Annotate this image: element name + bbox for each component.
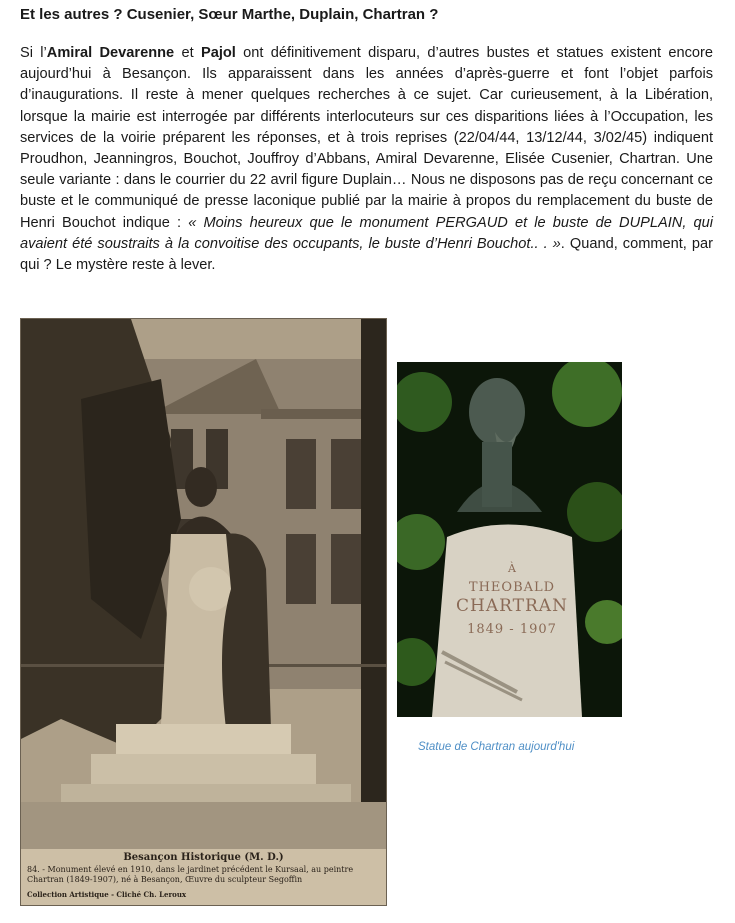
postcard-caption-band — [21, 849, 386, 905]
body-paragraph — [20, 43, 713, 276]
para-text-1: Si l’ — [20, 45, 47, 61]
postcard-collection: Collection Artistique - Cliché Ch. Leroux — [27, 890, 187, 899]
photo-scene — [397, 362, 622, 717]
inscription-dates: 1849 - 1907 — [467, 622, 557, 637]
postcard-description: 84. - Monument élevé en 1910, dans le jardinet précédent le Kursaal, au peintre Chartran (1849-1907), né à Besançon, Œuvre du sculpteur Segoffin — [27, 865, 354, 884]
photo-caption: Statue de Chartran aujourd'hui — [418, 741, 575, 753]
inscription-last-name: CHARTRAN — [456, 596, 568, 616]
chartran-bust-photo — [397, 362, 622, 717]
inscription-first-name: THEOBALD — [468, 580, 556, 595]
para-text-4: . Quand, comment, par qui ? Le mystère reste à lever. — [20, 235, 713, 274]
name-amiral-devarenne: Amiral Devarenne — [46, 45, 175, 61]
postcard-photo — [21, 319, 386, 905]
press-quote: « Moins heureux que le monument PERGAUD et le buste de DUPLAIN, qui avaient été soustraits à la convoitise des occupants, le buste d’Henri Bouchot.. . » — [20, 214, 714, 252]
inscription-a: À — [508, 562, 516, 575]
para-text-2: et — [174, 45, 201, 61]
name-pajol: Pajol — [200, 45, 236, 61]
section-heading: Et les autres ? Cusenier, Sœur Marthe, Duplain, Chartran ? — [20, 6, 439, 23]
historic-postcard-image — [20, 318, 387, 906]
postcard-title: Besançon Historique (M. D.) — [123, 852, 284, 863]
para-text-3: ont définitivement disparu, d’autres bustes et statues existent encore aujourd’hui à Besançon. Ils apparaissent dans les années d’après-guerre et font l’objet parfois d’inaugurations. Il reste à mener quelques recherches à ce sujet. Car curieusement, à la Libération, lorsque la mairie est interrogée par différents interlocuteurs sur ces disparitions liées à l’Occupation, les services de la voirie préparent les réponses, et à trois reprises (22/04/44, 13/12/44, 3/02/45) indiquent Proudhon, Jeanningros, Bouchot, Jouffroy d’Abbans, Amiral Devarenne, Elisée Cusenier, Chartran. Une seule variante : dans le courrier du 22 avril figure Duplain… Nous ne disposons pas de reçu concernant ce buste et le communiqué de presse laconique publié par la mairie à propos du remplacement du buste de Henri Bouchot indique : — [20, 45, 714, 231]
